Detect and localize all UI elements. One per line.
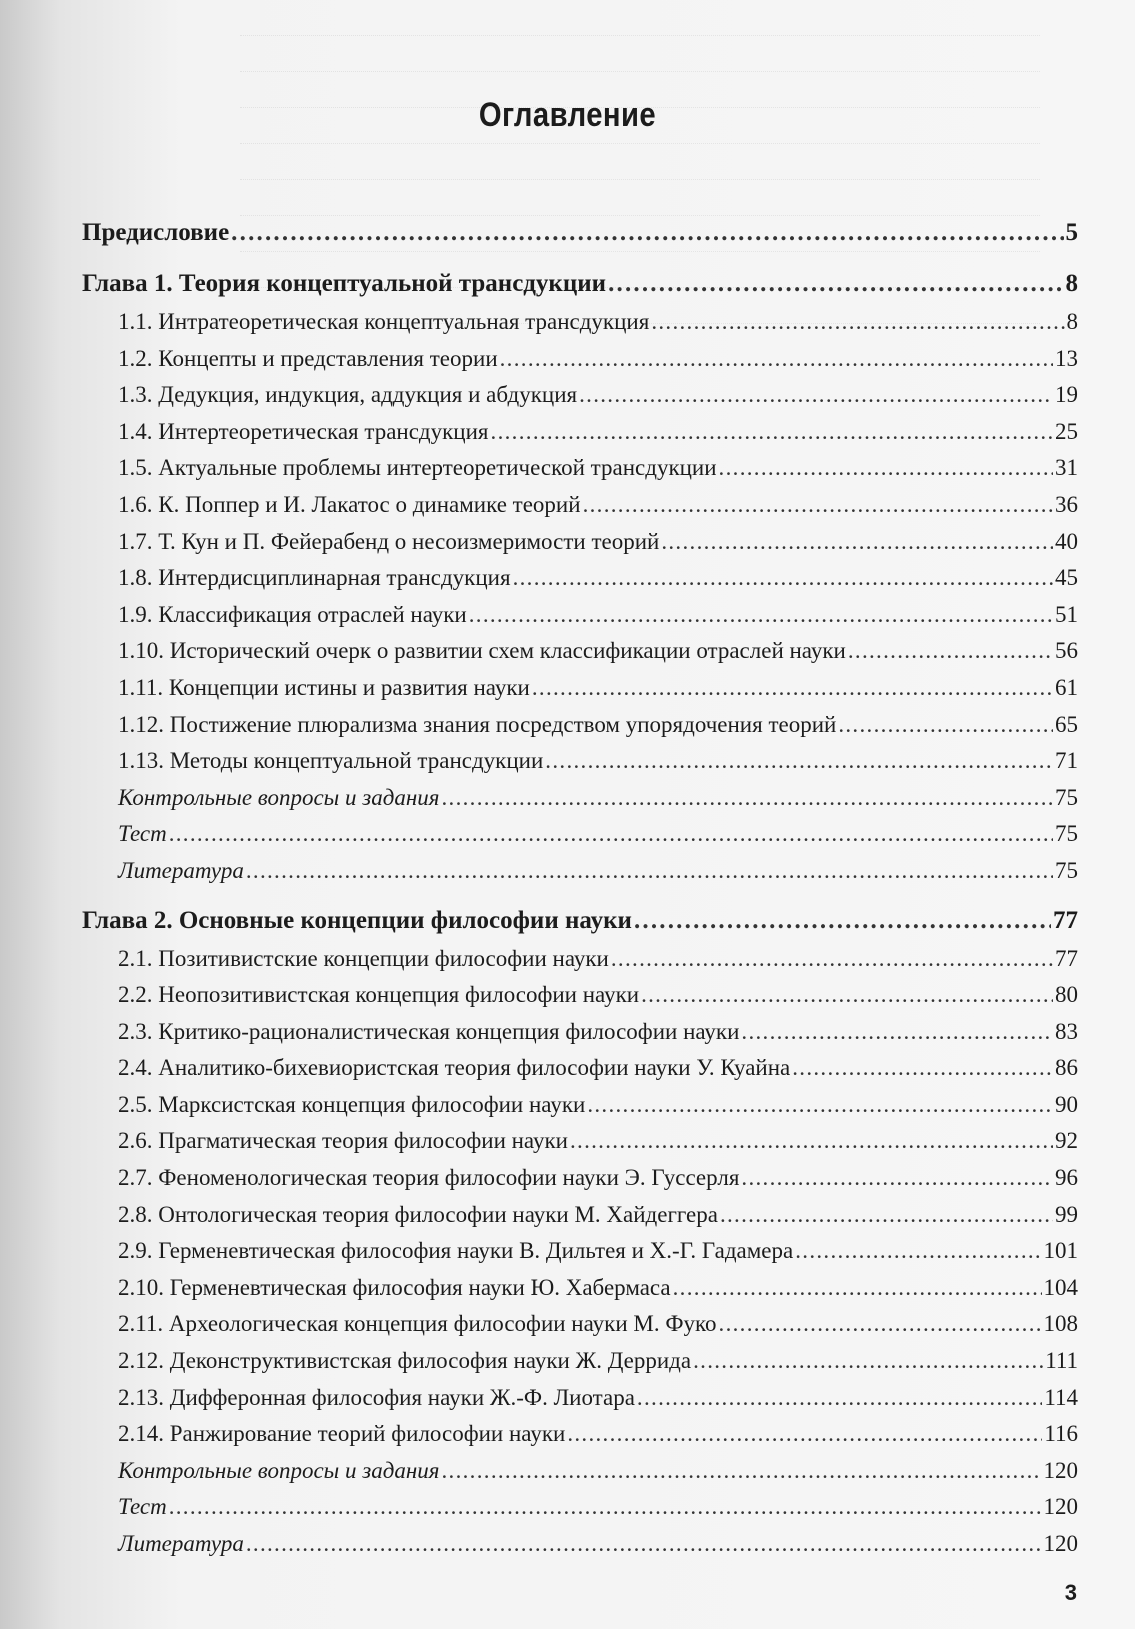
toc-section-entry	[82, 1416, 1078, 1453]
toc-entry-page: 114	[1044, 1384, 1078, 1410]
toc-section-entry	[82, 670, 1078, 707]
toc-entry-page: 31	[1055, 455, 1078, 481]
toc-entry-title: 2.10. Герменевтическая философия науки Ю. Хабермаса	[118, 1274, 671, 1300]
dot-leader	[719, 450, 1053, 487]
toc-entry-title: Контрольные вопросы и задания	[118, 1457, 440, 1483]
toc-entry-page: 5	[1065, 219, 1078, 246]
toc-entry-page: 99	[1055, 1201, 1078, 1227]
dot-leader	[634, 900, 1051, 941]
dot-leader	[838, 707, 1053, 744]
dot-leader	[720, 1197, 1053, 1234]
toc-entry-title: 2.3. Критико-рационалистическая концепция философии науки	[118, 1018, 740, 1044]
toc-entry-page: 120	[1043, 1457, 1078, 1483]
dot-leader	[491, 414, 1053, 451]
toc-section-entry	[82, 487, 1078, 524]
toc-entry-title: 2.11. Археологическая концепция философии науки М. Фуко	[118, 1311, 717, 1337]
toc-entry-page: 96	[1055, 1165, 1078, 1191]
toc-section-entry	[82, 597, 1078, 634]
toc-entry-page: 71	[1055, 748, 1078, 774]
toc-entry-title: 2.4. Аналитико-бихевиористская теория философии науки У. Куайна	[118, 1055, 791, 1081]
toc-entry-page: 75	[1055, 784, 1078, 810]
toc-entry-title: Предисловие	[82, 219, 230, 246]
toc-entry-page: 83	[1055, 1018, 1078, 1044]
dot-leader	[661, 524, 1053, 561]
toc-appendix-entry	[82, 853, 1078, 890]
dot-leader	[500, 341, 1053, 378]
toc-entry-page: 108	[1043, 1311, 1078, 1337]
toc-entry-page: 104	[1043, 1274, 1078, 1300]
dot-leader	[719, 1306, 1042, 1343]
toc-entry-page: 61	[1055, 674, 1078, 700]
dot-leader	[795, 1233, 1041, 1270]
toc-entry-title: 1.9. Классификация отраслей науки	[118, 601, 467, 627]
dot-leader	[545, 743, 1053, 780]
toc-entry-page: 36	[1055, 491, 1078, 517]
toc-entry-page: 25	[1055, 418, 1078, 444]
toc-section-entry	[82, 941, 1078, 978]
dot-leader	[469, 597, 1053, 634]
toc-entry-page: 77	[1053, 906, 1078, 934]
toc-section-entry	[82, 414, 1078, 451]
toc-entry-page: 77	[1055, 945, 1078, 971]
dot-leader	[673, 1270, 1042, 1307]
toc-entry-page: 65	[1055, 711, 1078, 737]
toc-entry-page: 90	[1055, 1091, 1078, 1117]
toc-entry-title: 1.7. Т. Кун и П. Фейерабенд о несоизмеримости теорий	[118, 528, 660, 554]
toc-entry-title: 2.6. Прагматическая теория философии науки	[118, 1128, 568, 1154]
dot-leader	[441, 1453, 1041, 1490]
toc-entry-page: 75	[1055, 857, 1078, 883]
toc-entry-page: 51	[1055, 601, 1078, 627]
dot-leader	[608, 263, 1063, 304]
toc-entry-page: 75	[1055, 821, 1078, 847]
dot-leader	[583, 487, 1053, 524]
toc-section-entry	[82, 524, 1078, 561]
dot-leader	[532, 670, 1053, 707]
toc-entry-title: 1.8. Интердисциплинарная трансдукция	[118, 565, 511, 591]
toc-entry-title: 2.1. Позитивистские концепции философии науки	[118, 945, 609, 971]
toc-section-entry	[82, 1050, 1078, 1087]
dot-leader	[246, 853, 1053, 890]
toc-appendix-entry	[82, 780, 1078, 817]
toc-section-entry	[82, 341, 1078, 378]
toc-entry-title: 1.11. Концепции истины и развития науки	[118, 674, 530, 700]
toc-section-entry	[82, 1197, 1078, 1234]
toc-entry-title: 2.13. Дифферонная философия науки Ж.-Ф. Лиотара	[118, 1384, 635, 1410]
toc-entry-title: 2.2. Неопозитивистская концепция философии науки	[118, 982, 640, 1008]
dot-leader	[587, 1087, 1053, 1124]
toc-entry-page: 92	[1055, 1128, 1078, 1154]
toc-entry-page: 101	[1043, 1238, 1078, 1264]
toc-section-entry	[82, 633, 1078, 670]
toc-entry-title: 2.8. Онтологическая теория философии науки М. Хайдеггера	[118, 1201, 718, 1227]
toc-entry-title: 2.12. Деконструктивистская философия науки Ж. Деррида	[118, 1348, 692, 1374]
toc-entry-page: 8	[1065, 270, 1078, 297]
toc-section-entry	[82, 450, 1078, 487]
toc-entry-title: 2.9. Герменевтическая философия науки В. Дильтея и Х.-Г. Гадамера	[118, 1238, 794, 1264]
toc-entry-title: 2.5. Марксистская концепция философии науки	[118, 1091, 586, 1117]
toc-section-entry	[82, 707, 1078, 744]
toc-section-entry	[82, 1343, 1078, 1380]
toc-entry-page: 56	[1055, 638, 1078, 664]
toc-section-entry	[82, 743, 1078, 780]
dot-leader	[169, 816, 1053, 853]
toc-chapter-entry	[82, 212, 1078, 253]
toc-entry-title: Контрольные вопросы и задания	[118, 784, 440, 810]
toc-section-entry	[82, 1380, 1078, 1417]
toc-entry-page: 111	[1045, 1348, 1078, 1374]
toc-section-entry	[82, 1233, 1078, 1270]
dot-leader	[579, 377, 1053, 414]
toc-entry-title: Тест	[118, 1494, 167, 1520]
toc-section-entry	[82, 1087, 1078, 1124]
dot-leader	[741, 1160, 1053, 1197]
dot-leader	[792, 1050, 1053, 1087]
toc-section-entry	[82, 1306, 1078, 1343]
toc-entry-page: 86	[1055, 1055, 1078, 1081]
toc-entry-page: 120	[1043, 1494, 1078, 1520]
dot-leader	[693, 1343, 1043, 1380]
dot-leader	[848, 633, 1053, 670]
dot-leader	[246, 1526, 1042, 1563]
toc-section-entry	[82, 1270, 1078, 1307]
toc-appendix-entry	[82, 1489, 1078, 1526]
toc-section-entry	[82, 1014, 1078, 1051]
toc-appendix-entry	[82, 816, 1078, 853]
page-title: Оглавление	[478, 96, 657, 134]
toc-chapter-entry	[82, 263, 1078, 304]
toc-appendix-entry	[82, 1453, 1078, 1490]
toc-entry-title: Литература	[118, 857, 244, 883]
dot-leader	[641, 977, 1053, 1014]
toc-entry-title: 2.7. Феноменологическая теория философии науки Э. Гуссерля	[118, 1165, 740, 1191]
toc-appendix-entry	[82, 1526, 1078, 1563]
dot-leader	[570, 1123, 1053, 1160]
toc-entry-title: 1.1. Интратеоретическая концептуальная трансдукция	[118, 309, 650, 334]
page-number: 3	[1064, 1580, 1077, 1605]
toc-section-entry	[82, 1160, 1078, 1197]
dot-leader	[441, 780, 1053, 817]
dot-leader	[651, 304, 1064, 341]
toc-section-entry	[82, 1123, 1078, 1160]
toc-entry-title: 1.13. Методы концептуальной трансдукции	[118, 748, 544, 774]
toc-entry-page: 8	[1066, 309, 1078, 334]
toc-entry-title: 1.2. Концепты и представления теории	[118, 345, 498, 371]
dot-leader	[567, 1416, 1042, 1453]
dot-leader	[611, 941, 1053, 978]
toc-entry-title: Глава 2. Основные концепции философии науки	[82, 906, 632, 934]
toc-section-entry	[82, 304, 1078, 341]
dot-leader	[741, 1014, 1053, 1051]
toc-entry-title: Литература	[118, 1531, 244, 1556]
dot-leader	[231, 212, 1063, 253]
toc-entry-page: 19	[1055, 382, 1078, 408]
toc-entry-title: 2.14. Ранжирование теорий философии науки	[118, 1421, 566, 1447]
toc-entry-page: 116	[1044, 1421, 1078, 1447]
toc-entry-page: 120	[1043, 1531, 1078, 1556]
toc-entry-title: 1.10. Исторический очерк о развитии схем классификации отраслей науки	[118, 638, 846, 664]
toc-entry-page: 80	[1055, 982, 1078, 1008]
toc-entry-title: 1.4. Интертеоретическая трансдукция	[118, 418, 489, 444]
toc-entry-title: Тест	[118, 821, 167, 847]
table-of-contents	[82, 212, 1078, 1563]
toc-entry-page: 45	[1055, 565, 1078, 591]
toc-section-entry	[82, 560, 1078, 597]
toc-entry-page: 13	[1055, 345, 1078, 371]
toc-entry-title: 1.6. К. Поппер и И. Лакатос о динамике теорий	[118, 491, 581, 517]
dot-leader	[169, 1489, 1042, 1526]
toc-entry-page: 40	[1055, 528, 1078, 554]
toc-entry-title: Глава 1. Теория концептуальной трансдукции	[82, 270, 607, 297]
toc-chapter-entry	[82, 900, 1078, 941]
toc-section-entry	[82, 977, 1078, 1014]
toc-entry-title: 1.3. Дедукция, индукция, аддукция и абдукция	[118, 382, 578, 408]
toc-entry-title: 1.12. Постижение плюрализма знания посредством упорядочения теорий	[118, 711, 837, 737]
toc-section-entry	[82, 377, 1078, 414]
dot-leader	[513, 560, 1053, 597]
toc-entry-title: 1.5. Актуальные проблемы интертеоретической трансдукции	[118, 455, 717, 481]
dot-leader	[637, 1380, 1042, 1417]
